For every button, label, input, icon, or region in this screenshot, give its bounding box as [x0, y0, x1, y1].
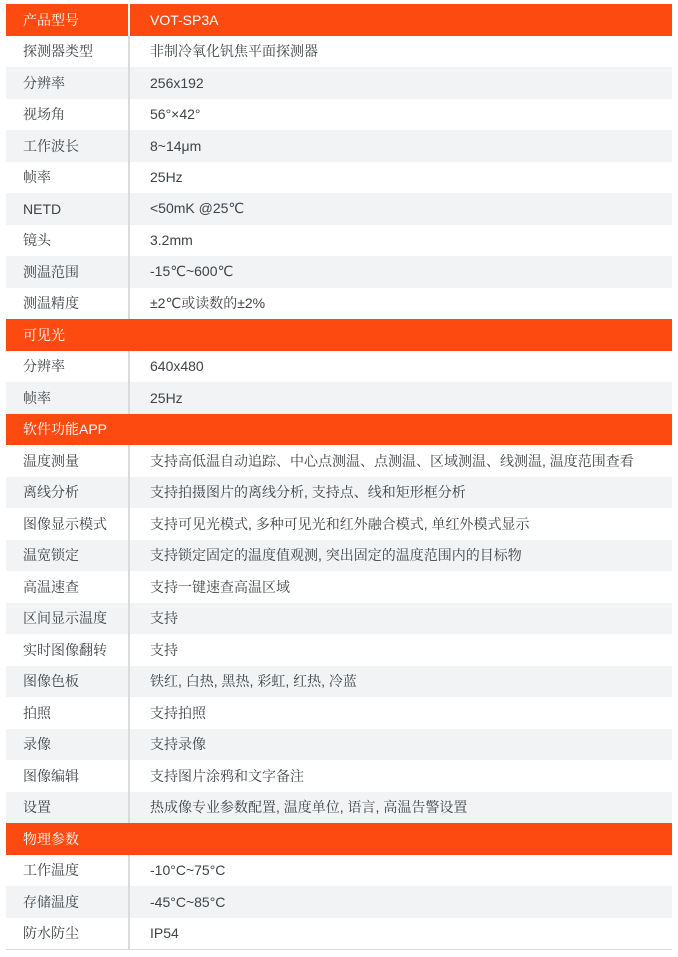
- spec-label: 工作波长: [23, 137, 79, 154]
- spec-label: 图像色板: [23, 673, 79, 690]
- spec-value: IP54: [128, 918, 672, 950]
- spec-value: 支持录像: [128, 729, 672, 761]
- spec-value: 支持拍照: [128, 697, 672, 729]
- spec-row: [6, 918, 672, 950]
- spec-label: 图像编辑: [23, 767, 79, 784]
- spec-row: [6, 36, 672, 68]
- spec-row: [6, 445, 672, 477]
- spec-value: 25Hz: [128, 162, 672, 194]
- spec-value: 支持图片涂鸦和文字备注: [128, 760, 672, 792]
- spec-value: 支持拍摄图片的离线分析, 支持点、线和矩形框分析: [128, 477, 672, 509]
- spec-row: [6, 225, 672, 257]
- spec-row: [6, 886, 672, 918]
- spec-row: [6, 382, 672, 414]
- spec-label: 防水防尘: [23, 925, 79, 942]
- spec-row: [6, 540, 672, 572]
- spec-value: 支持一键速查高温区域: [128, 571, 672, 603]
- product-model-value: VOT-SP3A: [128, 4, 672, 36]
- spec-value: -45°C~85°C: [128, 886, 672, 918]
- spec-row: [6, 729, 672, 761]
- spec-value: 支持: [128, 634, 672, 666]
- spec-label: NETD: [23, 200, 62, 217]
- spec-value: 铁红, 白热, 黑热, 彩虹, 红热, 冷蓝: [128, 666, 672, 698]
- spec-label: 视场角: [23, 106, 65, 123]
- spec-label: 测温精度: [23, 295, 79, 312]
- section-header-software-features: 软件功能APP: [6, 414, 672, 446]
- spec-row: [6, 99, 672, 131]
- spec-value: 640x480: [128, 351, 672, 383]
- spec-row: [6, 508, 672, 540]
- spec-label: 工作温度: [23, 862, 79, 879]
- spec-label: 区间显示温度: [23, 610, 107, 627]
- spec-value: 热成像专业参数配置, 温度单位, 语言, 高温告警设置: [128, 792, 672, 824]
- spec-value: 非制冷氧化钒焦平面探测器: [128, 36, 672, 68]
- spec-row: [6, 288, 672, 320]
- spec-row: [6, 130, 672, 162]
- spec-value: -15℃~600℃: [128, 256, 672, 288]
- spec-value: -10°C~75°C: [128, 855, 672, 887]
- spec-value: 支持高低温自动追踪、中心点测温、点测温、区域测温、线测温, 温度范围查看: [128, 445, 672, 477]
- spec-value: 56°×42°: [128, 99, 672, 131]
- spec-row: [6, 603, 672, 635]
- spec-label: 存储温度: [23, 893, 79, 910]
- spec-row: [6, 571, 672, 603]
- spec-row: [6, 67, 672, 99]
- spec-value: 256x192: [128, 67, 672, 99]
- spec-label: 设置: [23, 799, 51, 816]
- spec-value: 8~14μm: [128, 130, 672, 162]
- table-header-row: [6, 4, 672, 36]
- spec-label: 温度测量: [23, 452, 79, 469]
- spec-label: 实时图像翻转: [23, 641, 107, 658]
- spec-label: 帧率: [23, 389, 51, 406]
- spec-row: [6, 162, 672, 194]
- spec-label: 探测器类型: [23, 43, 93, 60]
- section-header-physical-params: 物理参数: [6, 823, 672, 855]
- spec-row: [6, 855, 672, 887]
- header-label: 产品型号: [23, 11, 79, 28]
- spec-value: 支持可见光模式, 多种可见光和红外融合模式, 单红外模式显示: [128, 508, 672, 540]
- spec-value: ±2℃或读数的±2%: [128, 288, 672, 320]
- spec-row: [6, 634, 672, 666]
- spec-label: 录像: [23, 736, 51, 753]
- spec-label: 分辨率: [23, 358, 65, 375]
- spec-value: 25Hz: [128, 382, 672, 414]
- spec-label: 高温速查: [23, 578, 79, 595]
- spec-row: [6, 666, 672, 698]
- spec-row: [6, 256, 672, 288]
- spec-value: 支持: [128, 603, 672, 635]
- spec-label: 镜头: [23, 232, 51, 249]
- section-header-visible-light: 可见光: [6, 319, 672, 351]
- spec-label: 离线分析: [23, 484, 79, 501]
- spec-row: [6, 477, 672, 509]
- spec-row: [6, 792, 672, 824]
- spec-label: 测温范围: [23, 263, 79, 280]
- spec-row: [6, 697, 672, 729]
- spec-label: 温宽锁定: [23, 547, 79, 564]
- spec-row: [6, 193, 672, 225]
- spec-label: 帧率: [23, 169, 51, 186]
- spec-label: 分辨率: [23, 74, 65, 91]
- spec-row: [6, 351, 672, 383]
- spec-value: <50mK @25℃: [128, 193, 672, 225]
- spec-row: [6, 760, 672, 792]
- spec-label: 拍照: [23, 704, 51, 721]
- product-spec-table: [6, 4, 672, 950]
- spec-value: 支持锁定固定的温度值观测, 突出固定的温度范围内的目标物: [128, 540, 672, 572]
- spec-value: 3.2mm: [128, 225, 672, 257]
- spec-label: 图像显示模式: [23, 515, 107, 532]
